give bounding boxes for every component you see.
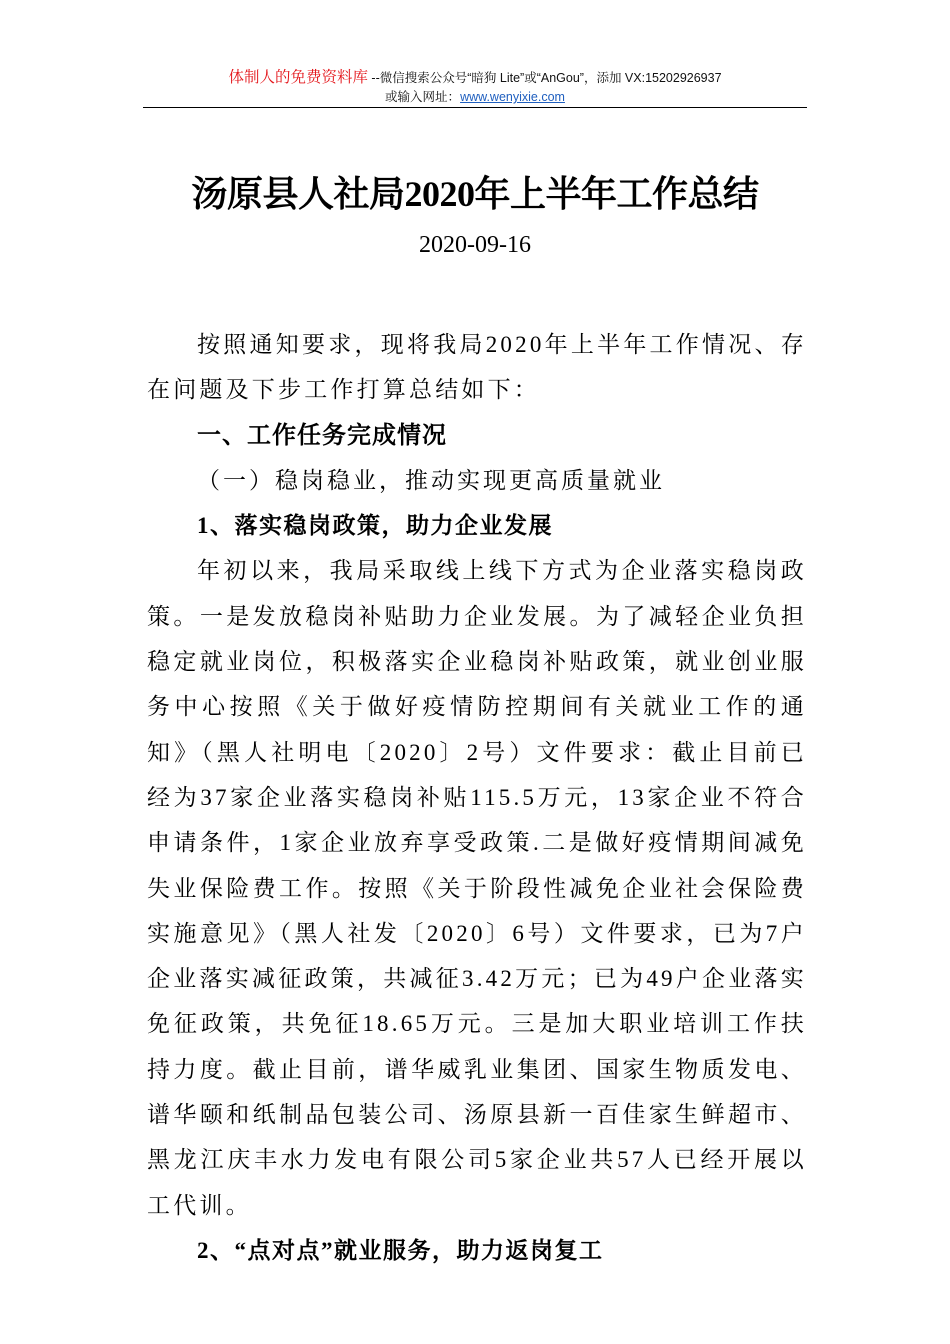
website-link[interactable]: www.wenyixie.com [460, 90, 565, 104]
intro-paragraph: 按照通知要求，现将我局2020年上半年工作情况、存在问题及下步工作打算总结如下： [147, 332, 807, 403]
subsection-heading: （一）稳岗稳业，推动实现更高质量就业 [197, 467, 665, 493]
document-title: 汤原县人社局2020年上半年工作总结 [191, 174, 759, 214]
header-promo-line [143, 68, 807, 88]
document-date: 2020-09-16 [419, 232, 531, 258]
page-header [143, 68, 807, 107]
header-url-line [143, 88, 807, 107]
promo-text: --微信搜索公众号“暗狗 Lite”或“AnGou”，添加 VX:15202926937 [367, 71, 722, 85]
url-prefix: 或输入网址： [385, 90, 461, 104]
item-heading-2: 2、“点对点”就业服务，助力返岗复工 [197, 1237, 604, 1263]
item-heading-1: 1、落实稳岗政策，助力企业发展 [197, 513, 553, 539]
body-paragraph: 年初以来，我局采取线上线下方式为企业落实稳岗政策。一是发放稳岗补贴助力企业发展。为了减轻企业负担稳定就业岗位，积极落实企业稳岗补贴政策，就业创业服务中心按照《关于做好疫情防控期间有关就业工作的通知》（黑人社明电〔2020〕2号）文件要求：截止目前已经为37家企业落实稳岗补贴115.5万元，13家企业不符合申请条件，1家企业放弃享受政策.二是做好疫情期间减免失业保险费工作。按照《关于阶段性减免企业社会保险费实施意见》（黑人社发〔2020〕6号）文件要求，已为7户企业落实减征政策，共减征3.42万元；已为49户企业落实免征政策，共免征18.65万元。三是加大职业培训工作扶持力度。截止目前，谱华威乳业集团、国家生物质发电、谱华颐和纸制品包装公司、汤原县新一百佳家生鲜超市、黑龙江庆丰水力发电有限公司5家企业共57人已经开展以工代训。 [147, 558, 807, 1218]
brand-label: 体制人的免费资料库 [228, 69, 368, 86]
header-divider [143, 107, 807, 108]
section-heading-1: 一、工作任务完成情况 [197, 421, 447, 449]
document-body [147, 322, 807, 1273]
